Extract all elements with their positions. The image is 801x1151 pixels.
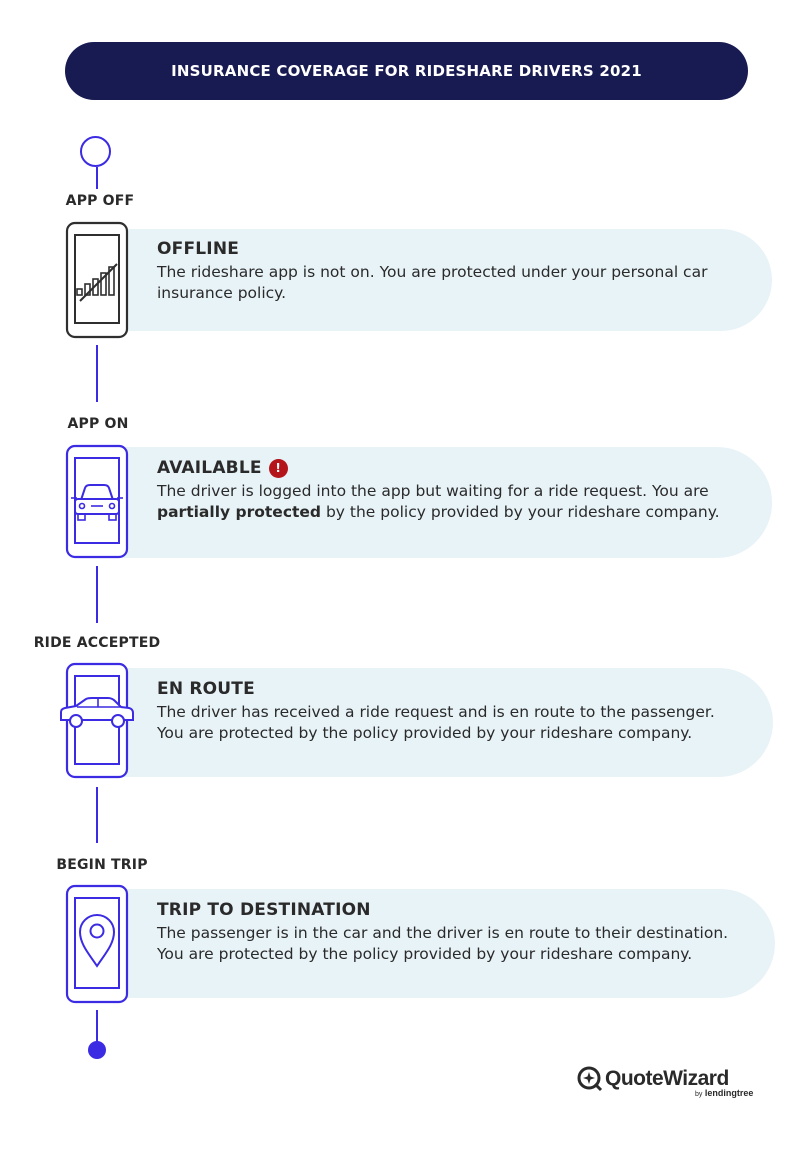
card-title: OFFLINE (157, 239, 240, 259)
card-title: AVAILABLE (157, 458, 262, 478)
card-description-text: The passenger is in the car and the driver is en route to their destination. You are protected by the policy provided by your rideshare company. (157, 924, 729, 963)
quotewizard-logo-mark-icon (577, 1066, 603, 1092)
stage-label-ride-accepted: RIDE ACCEPTED (33, 635, 161, 651)
card-description (157, 262, 742, 304)
card-description-text: The rideshare app is not on. You are protected under your personal car insurance policy. (157, 263, 708, 302)
card-available (100, 447, 772, 558)
phone-car-side-icon (58, 662, 136, 780)
timeline-start-circle (80, 136, 111, 167)
alert-icon: ! (269, 459, 288, 478)
page-title: INSURANCE COVERAGE FOR RIDESHARE DRIVERS 2021 (171, 62, 642, 80)
phone-no-signal-icon (65, 221, 129, 339)
card-description (157, 481, 742, 523)
stage-label-app-off: APP OFF (65, 193, 135, 209)
timeline-line-1 (96, 167, 98, 189)
card-description (157, 923, 745, 965)
card-description (157, 702, 743, 744)
card-trip-to-destination (100, 889, 775, 998)
card-title: TRIP TO DESTINATION (157, 900, 371, 920)
stage-label-begin-trip: BEGIN TRIP (56, 857, 148, 873)
timeline-line-3 (96, 566, 98, 623)
title-banner (65, 42, 748, 100)
logo-name: QuoteWizard (605, 1067, 729, 1090)
stage-label-app-on: APP ON (67, 416, 129, 432)
card-description-bold: partially protected (157, 503, 322, 521)
card-title: EN ROUTE (157, 679, 255, 699)
quotewizard-logo (577, 1064, 767, 1104)
card-description-text-after: by the policy provided by your rideshare company. (321, 503, 720, 521)
logo-parent: lendingtree (704, 1088, 754, 1098)
timeline-line-2 (96, 345, 98, 402)
phone-map-pin-icon (65, 884, 129, 1004)
timeline-line-4 (96, 787, 98, 843)
phone-car-front-icon (65, 444, 129, 559)
timeline-end-dot (88, 1041, 106, 1059)
card-offline (100, 229, 772, 331)
card-description-text: The driver has received a ride request and is en route to the passenger. You are protected by the policy provided by your rideshare company. (157, 703, 715, 742)
card-title-row (157, 458, 742, 478)
logo-byline (695, 1088, 753, 1098)
timeline-line-5 (96, 1010, 98, 1045)
logo-by: by (695, 1091, 703, 1098)
card-en-route (100, 668, 773, 777)
card-description-text: The driver is logged into the app but waiting for a ride request. You are (157, 482, 709, 500)
